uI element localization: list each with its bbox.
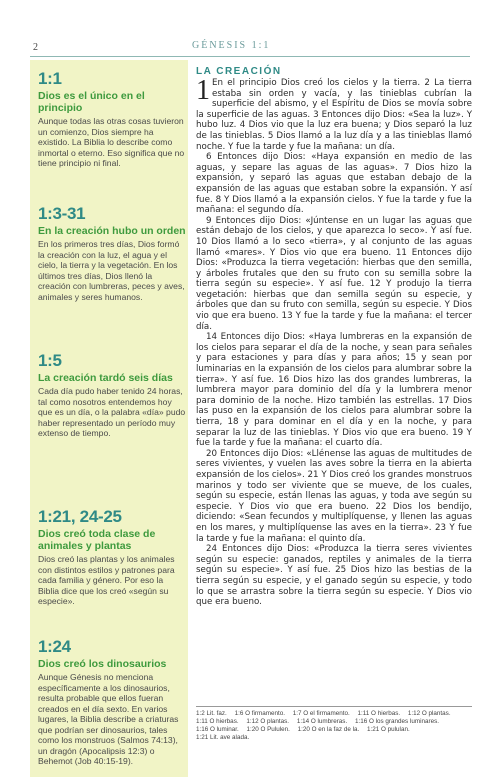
footnote: 1:2 Lit. faz.	[196, 710, 227, 717]
note-title: Dios es el único en el principio	[38, 90, 145, 114]
footnote-rule	[196, 706, 472, 707]
note-reference: 1:1	[38, 69, 62, 88]
page-number: 2	[33, 42, 38, 53]
verse-paragraph: 6 Entonces dijo Dios: «Haya expansión en medio de las aguas, y separe las aguas de las aguas». 7 Dios hizo la expansión, y separó las aguas que estaban debajo de la expansión de las aguas que estaban sobre la expansión. Y así fue. 8 Y Dios llamó a la expansión cielos. Y fue la tarde y fue la mañana: el segundo día.	[196, 152, 472, 216]
verse-paragraph: 14 Entonces dijo Dios: «Haya lumbreras en la expansión de los cielos para separar el día de la noche, y sean para señales y para estaciones y para días y para años; 15 y sean por luminarias en la expansión de los cielos para alumbrar sobre la tierra». Y así fue. 16 Dios hizo las dos grandes lumbreras, la lumbrera mayor para dominio del día y la lumbrera menor para dominio de la noche. Hizo también las estrellas. 17 Dios las puso en la expansión de los cielos para alumbrar sobre la tierra, 18 y para dominar en el día y en la noche, y para separar la luz de las tinieblas. Y Dios vio que era bueno. 19 Y fue la tarde y fue la mañana: el cuarto día.	[196, 332, 472, 449]
footnote: 1:20 O en la faz de la.	[297, 726, 360, 733]
footnote: 1:12 O plantas.	[407, 710, 451, 717]
footnote: 1:20 O Pululen.	[246, 726, 290, 733]
note-body: Cada día pudo haber tenido 24 horas, tal como nosotros entendemos hoy que es un día, o la palabra «día» pudo haber representado un período muy extenso de tiempo.	[38, 386, 186, 438]
note-reference: 1:21, 24-25	[38, 507, 122, 526]
verse-paragraph: 9 Entonces dijo Dios: «Júntense en un lugar las aguas que están debajo de los cielos, y que aparezca lo seco». Y así fue. 10 Dios llamó a lo seco «tierra», y al conjunto de las aguas llamó «mares». Y Dios vio que era bueno. 11 Entonces dijo Dios: «Produzca la tierra vegetación: hierbas que den semilla, y árboles frutales que den su fruto con su semilla sobre la tierra según su especie». Y así fue. 12 Y produjo la tierra vegetación: hierbas que dan semilla según su especie, y árboles que dan su fruto con semilla, según su especie. Y Dios vio que era bueno. 13 Y fue la tarde y fue la mañana: el tercer día.	[196, 215, 472, 332]
footnote: 1:6 O firmamento.	[234, 710, 285, 717]
note-body: Dios creó las plantas y los animales con distintos estilos y patrones para cada familia y género. Por eso la Biblia dice que los creó «según su especie».	[38, 554, 175, 606]
note-title: Dios creó toda clase de animales y plantas	[38, 528, 156, 552]
study-note	[38, 352, 186, 439]
note-reference: 1:24	[38, 637, 71, 656]
footnote: 1:12 O plantas.	[246, 718, 290, 725]
verse-text: En el principio Dios creó los cielos y la tierra. 2 La tierra estaba sin orden y vacía, y las tinieblas cubrían la superficie del abismo, y el Espíritu de Dios se movía sobre la superficie de las aguas. 3 Entonces dijo Dios: «Sea la luz». Y hubo luz. 4 Dios vio que la luz era buena; y Dios separó la luz de las tinieblas. 5 Dios llamó a la luz día y a las tinieblas llamó noche. Y fue la tarde y fue la mañana: un día.	[196, 78, 472, 152]
verse-paragraph: 20 Entonces dijo Dios: «Llénense las aguas de multitudes de seres vivientes, y vuelen las aves sobre la tierra en la abierta expansión de los cielos». 21 Y Dios creó los grandes monstruos marinos y todo ser viviente que se mueve, de los cuales, según su especie, están llenas las aguas, y toda ave según su especie. Y Dios vio que era bueno. 22 Dios los bendijo, diciendo: «Sean fecundos y multiplíquense, y llenen las aguas en los mares, y multiplíquense las aves en la tierra». 23 Y fue la tarde y fue la mañana: el quinto día.	[196, 448, 472, 544]
header-rule	[30, 56, 470, 57]
page-header	[0, 0, 500, 62]
note-title: Dios creó los dinosaurios	[38, 658, 167, 670]
verse-paragraph: 24 Entonces dijo Dios: «Produzca la tierra seres vivientes según su especie: ganados, reptiles y animales de la tierra según su especie». Y así fue. 25 Dios hizo las bestias de la tierra según su especie, y el ganado según su especie, y todo lo que se arrastra sobre la tierra según su especie. Y Dios vio que era bueno.	[196, 544, 472, 608]
scripture-column	[196, 66, 472, 608]
footnote: 1:16 O los grandes luminares.	[354, 718, 439, 725]
study-note	[38, 508, 186, 607]
footnotes	[196, 710, 472, 742]
section-title: LA CREACIÓN	[196, 66, 282, 77]
footnote: 1:7 O el firmamento.	[292, 710, 350, 717]
footnote: 1:21 O pululan.	[367, 726, 410, 733]
chapter-dropcap: 1	[196, 75, 210, 106]
footnote: 1:21 Lit. ave alada.	[196, 734, 250, 741]
scripture-text	[196, 75, 472, 608]
note-reference: 1:5	[38, 351, 62, 370]
note-body: En los primeros tres días, Dios formó la creación con la luz, el agua y el cielo, la tierra y la vegetación. En los últimos tres días, Dios llenó la creación con lumbreras, peces y aves, animales y seres humanos.	[38, 239, 185, 302]
footnote: 1:11 O hierbas.	[357, 710, 401, 717]
note-body: Aunque Génesis no menciona específicamente a los dinosaurios, resulta probable que ellos fueran creados en el día sexto. En varios lugares, la Biblia describe a criaturas que podrían ser dinosaurios, tales como los monstruos (Salmos 74:13), un dragón (Apocalipsis 12:3) o Behemot (Job 40:15-19).	[38, 672, 179, 766]
footnote: 1:11 O hierbas.	[196, 718, 239, 725]
study-notes-sidebar	[30, 60, 188, 777]
note-reference: 1:3-31	[38, 204, 86, 223]
note-title: La creación tardó seis días	[38, 372, 173, 384]
footnote: 1:16 O luminar.	[196, 726, 239, 733]
note-title: En la creación hubo un orden	[38, 225, 186, 237]
study-note	[38, 205, 186, 302]
footnote: 1:14 O lumbreras.	[296, 718, 348, 725]
note-body: Aunque todas las otras cosas tuvieron un comienzo, Dios siempre ha existido. La Biblia lo describe como inmortal o eterno. Eso significa que no tiene principio ni final.	[38, 116, 185, 168]
running-head: GÉNESIS 1:1	[192, 40, 271, 51]
study-note	[38, 70, 186, 169]
verse-paragraph	[196, 75, 472, 152]
study-note	[38, 638, 186, 767]
